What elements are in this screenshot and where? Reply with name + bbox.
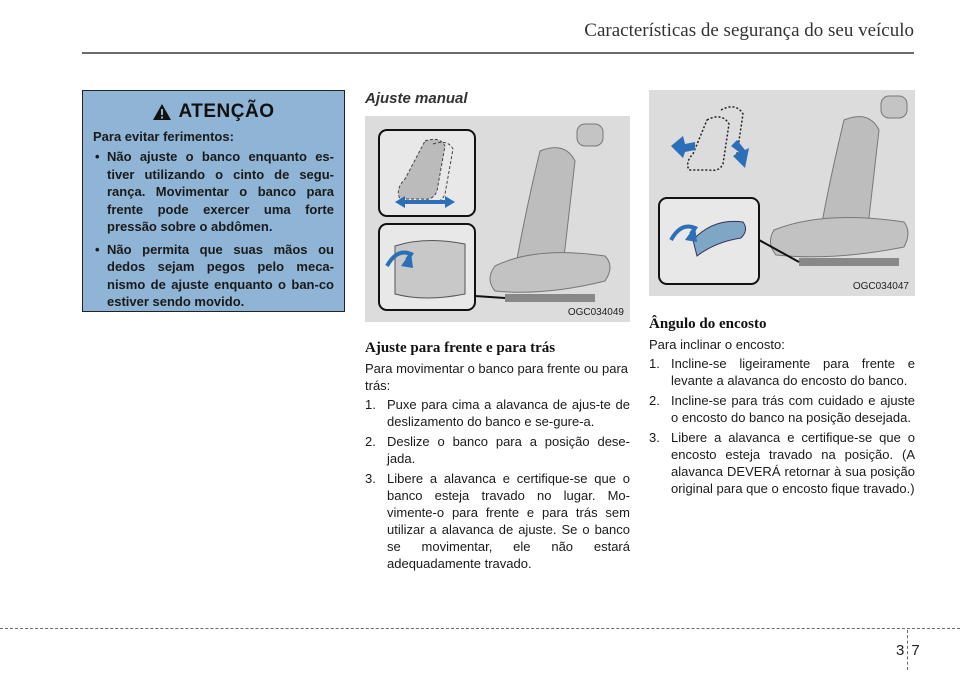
warning-triangle-icon xyxy=(152,103,172,121)
forward-back-title: Ajuste para frente e para trás xyxy=(365,340,556,356)
header-rule xyxy=(82,52,914,54)
step-number: 1. xyxy=(365,397,376,412)
step-number: 1. xyxy=(649,356,660,371)
warning-title: ATENÇÃO xyxy=(178,101,275,122)
header-title: Características de segurança do seu veículo xyxy=(584,20,914,41)
page-index: 7 xyxy=(911,641,920,659)
warning-list xyxy=(93,148,334,311)
step-item xyxy=(649,355,915,389)
step-text: Libere a alavanca e certifique-se que o encosto esteja travado na posição. (A alavanca DEVERÁ retornar à sua posição original para que o encosto fique travado.) xyxy=(671,430,915,496)
step-item xyxy=(365,433,630,467)
step-item xyxy=(649,429,915,497)
backrest-intro: Para inclinar o encosto: xyxy=(649,337,785,352)
step-text: Incline-se ligeiramente para frente e levante a alavanca do encosto do banco. xyxy=(671,356,915,388)
step-text: Libere a alavanca e certifique-se que o banco esteja travado no lugar. Mo-vimente-o para frente e para trás sem utilizar a alavanca de ajuste. Se o banco se movimentar, ele não estará adequadamente travado. xyxy=(387,471,630,571)
warning-header xyxy=(93,101,334,123)
seat-slide-illustration xyxy=(365,116,630,322)
backrest-illustration xyxy=(649,90,915,296)
warning-intro: Para evitar ferimentos: xyxy=(93,129,234,144)
step-item xyxy=(649,392,915,426)
backrest-steps xyxy=(649,355,915,497)
step-text: Incline-se para trás com cuidado e ajuste o encosto do banco na posição desejada. xyxy=(671,393,915,425)
step-item xyxy=(365,396,630,430)
page-section: 3 xyxy=(896,641,905,659)
forward-back-section xyxy=(365,340,630,575)
footer-rule xyxy=(0,628,960,629)
backrest-section xyxy=(649,316,915,500)
warning-item: • Não permita que suas mãos ou dedos sejam pegos pelo meca-nismo de ajuste enquanto o ban-co estiver sendo movido. xyxy=(93,241,334,311)
warning-box xyxy=(82,90,345,312)
forward-back-steps xyxy=(365,396,630,572)
step-number: 3. xyxy=(649,430,660,445)
figure-backrest-angle xyxy=(649,90,915,296)
warning-item: • Não ajuste o banco enquanto es-tiver utilizando o cinto de segu-rança. Movimentar o banco para frente pode exercer uma forte pressão sobre o abdômen. xyxy=(93,148,334,236)
forward-back-intro: Para movimentar o banco para frente ou para trás: xyxy=(365,361,629,393)
figure-seat-slide xyxy=(365,116,630,322)
step-number: 2. xyxy=(365,434,376,449)
figure-code: OGC034047 xyxy=(852,281,909,292)
backrest-title: Ângulo do encosto xyxy=(649,316,767,332)
step-number: 2. xyxy=(649,393,660,408)
step-item xyxy=(365,470,630,572)
figure-code: OGC034049 xyxy=(567,307,624,318)
section-title: Ajuste manual xyxy=(365,90,468,107)
step-number: 3. xyxy=(365,471,376,486)
step-text: Puxe para cima a alavanca de ajus-te de deslizamento do banco e se-gure-a. xyxy=(387,397,630,429)
step-text: Deslize o banco para a posição dese-jada. xyxy=(387,434,630,466)
page-separator xyxy=(907,630,908,670)
page-number xyxy=(896,630,920,670)
